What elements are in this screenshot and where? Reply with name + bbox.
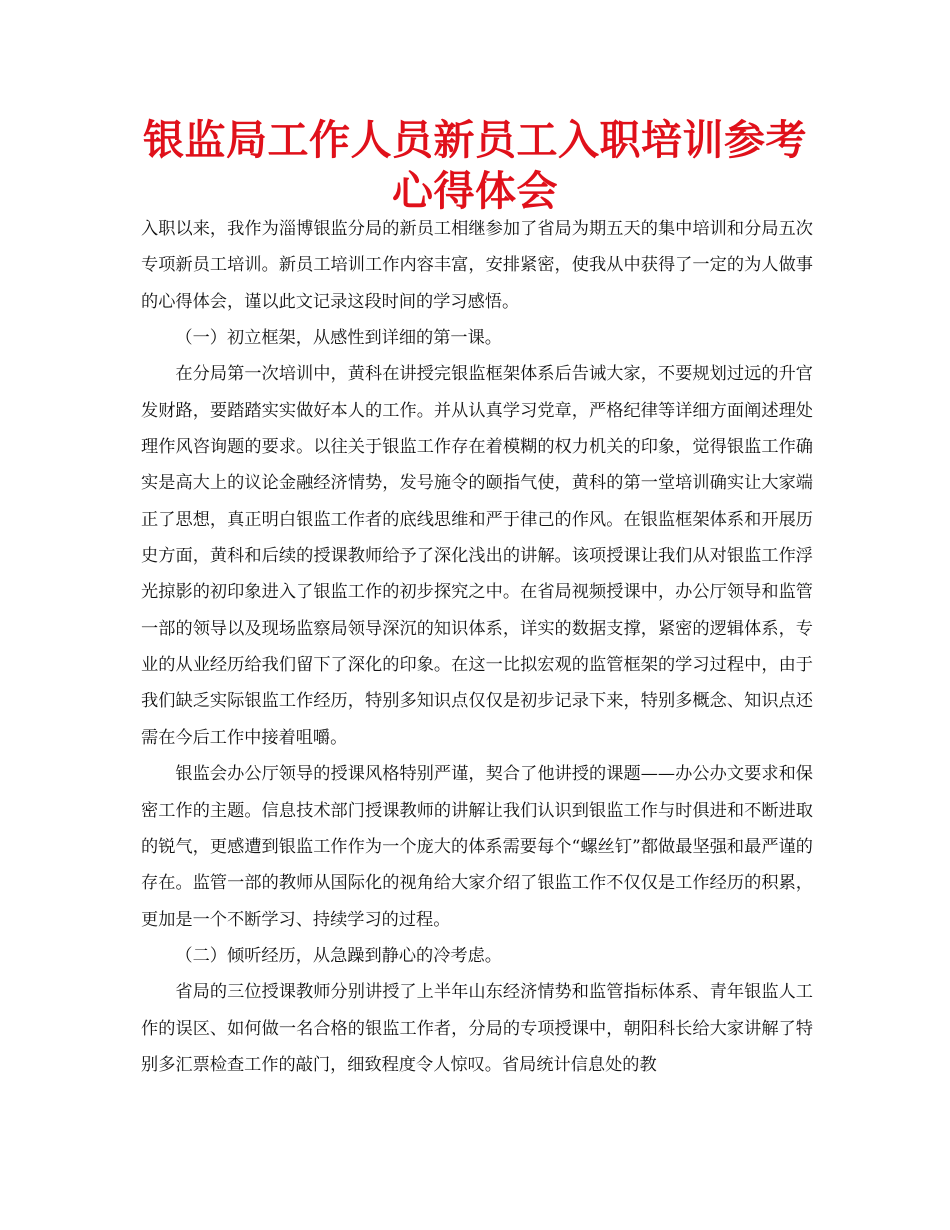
paragraph: 省局的三位授课教师分别讲授了上半年山东经济情势和监管指标体系、青年银监人工作的误区、如何做一名合格的银监工作者，分局的专项授课中，朝阳科长给大家讲解了特别多汇票检查工作的敲门，细致程度令人惊叹。省局统计信息处的教 [141,982,813,1075]
document-title: 银监局工作人员新员工入职培训参考心得体会 [143,116,807,215]
document-body [141,211,813,1083]
section-heading-2: （二）倾听经历，从急躁到静心的冷考虑。 [175,945,502,966]
paragraph: 在分局第一次培训中，黄科在讲授完银监框架体系后告诫大家，不要规划过远的升官发财路，要踏踏实实做好本人的工作。并从认真学习党章，严格纪律等详细方面阐述理处理作风咨询题的要求。以往关于银监工作存在着模糊的权力机关的印象，觉得银监工作确实是高大上的议论金融经济情势，发号施令的颐指气使，黄科的第一堂培训确实让大家端正了思想，真正明白银监工作者的底线思维和严于律己的作风。在银监框架体系和开展历史方面，黄科和后续的授课教师给予了深化浅出的讲解。该项授课让我们从对银监工作浮光掠影的初印象进入了银监工作的初步探究之中。在省局视频授课中，办公厅领导和监管一部的领导以及现场监察局领导深沉的知识体系，详实的数据支撑，紧密的逻辑体系，专业的从业经历给我们留下了深化的印象。在这一比拟宏观的监管框架的学习过程中，由于我们缺乏实际银监工作经历，特别多知识点仅仅是初步记录下来，特别多概念、知识点还需在今后工作中接着咀嚼。 [141,364,813,748]
paragraph: 银监会办公厅领导的授课风格特别严谨，契合了他讲授的课题——办公办文要求和保密工作的主题。信息技术部门授课教师的讲解让我们认识到银监工作与时俱进和不断进取的锐气，更感遭到银监工作作为一个庞大的体系需要每个“螺丝钉”都做最坚强和最严谨的存在。监管一部的教师从国际化的视角给大家介绍了银监工作不仅仅是工作经历的积累，更加是一个不断学习、持续学习的过程。 [141,764,813,930]
paragraph-intro: 入职以来，我作为淄博银监分局的新员工相继参加了省局为期五天的集中培训和分局五次专项新员工培训。新员工培训工作内容丰富，安排紧密，使我从中获得了一定的为人做事的心得体会，谨以此文记录这段时间的学习感悟。 [141,219,813,312]
section-heading-1: （一）初立框架，从感性到详细的第一课。 [175,328,502,349]
